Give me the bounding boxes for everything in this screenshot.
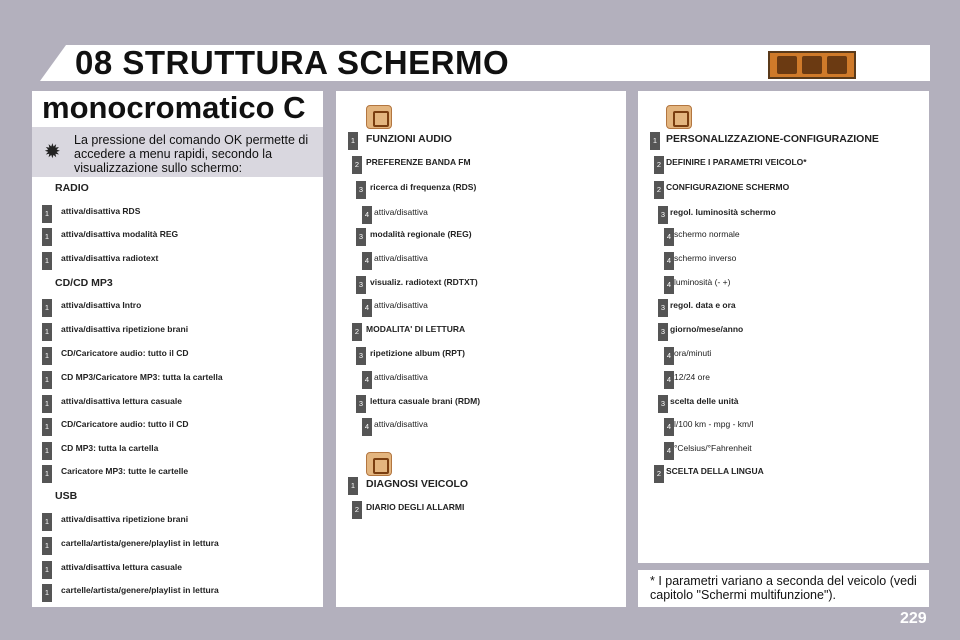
level-badge: 4 xyxy=(664,228,674,246)
diagnostic-wrench-icon xyxy=(366,452,392,476)
menu-item: ripetizione album (RPT) xyxy=(370,348,465,358)
menu-icons-strip xyxy=(768,51,856,79)
menu-item: schermo inverso xyxy=(674,253,737,263)
level-badge: 4 xyxy=(362,418,372,436)
menu-section-label: PERSONALIZZAZIONE-CONFIGURAZIONE xyxy=(666,133,879,145)
menu-item: DIARIO DEGLI ALLARMI xyxy=(366,502,465,512)
menu-item: regol. data e ora xyxy=(670,300,736,310)
level-badge: 4 xyxy=(664,442,674,460)
menu-item: cartella/artista/genere/playlist in lettura xyxy=(61,538,219,548)
level-badge: 1 xyxy=(348,132,358,150)
menu-item: scelta delle unità xyxy=(670,396,739,406)
level-badge: 1 xyxy=(42,465,52,483)
level-badge: 1 xyxy=(42,561,52,579)
audio-settings-icon xyxy=(366,105,392,129)
config-menu-icon xyxy=(827,56,847,74)
menu-item: l/100 km - mpg - km/l xyxy=(674,419,754,429)
menu-item: CD MP3/Caricatore MP3: tutta la cartella xyxy=(61,372,223,382)
menu-item: lettura casuale brani (RDM) xyxy=(370,396,481,406)
page-number: 229 xyxy=(900,610,927,627)
level-badge: 3 xyxy=(658,323,668,341)
menu-item: attiva/disattiva radiotext xyxy=(61,253,159,263)
configuration-icon xyxy=(666,105,692,129)
level-badge: 2 xyxy=(654,156,664,174)
menu-section-label: RADIO xyxy=(55,182,89,194)
level-badge: 1 xyxy=(42,584,52,602)
level-badge: 4 xyxy=(362,299,372,317)
menu-section-label: USB xyxy=(55,490,78,502)
menu-item: SCELTA DELLA LINGUA xyxy=(666,466,764,476)
menu-section-label: DIAGNOSI VEICOLO xyxy=(366,478,469,490)
menu-item: °Celsius/°Fahrenheit xyxy=(674,443,752,453)
menu-item: giorno/mese/anno xyxy=(670,324,744,334)
level-badge: 3 xyxy=(658,206,668,224)
level-badge: 2 xyxy=(654,181,664,199)
menu-item: attiva/disattiva xyxy=(374,207,428,217)
level-badge: 2 xyxy=(654,465,664,483)
menu-item: schermo normale xyxy=(674,229,740,239)
menu-item: CD MP3: tutta la cartella xyxy=(61,443,159,453)
menu-item: attiva/disattiva lettura casuale xyxy=(61,396,182,406)
level-badge: 3 xyxy=(356,276,366,294)
menu-item: attiva/disattiva xyxy=(374,372,428,382)
level-badge: 1 xyxy=(42,299,52,317)
menu-section-label: CD/CD MP3 xyxy=(55,277,113,289)
level-badge: 3 xyxy=(658,395,668,413)
level-badge: 1 xyxy=(348,477,358,495)
level-badge: 4 xyxy=(664,371,674,389)
menu-item: CD/Caricatore audio: tutto il CD xyxy=(61,348,189,358)
menu-item: regol. luminosità schermo xyxy=(670,207,776,217)
menu-item: ora/minuti xyxy=(674,348,712,358)
section-title: monocromatico C xyxy=(42,90,306,125)
menu-item: attiva/disattiva xyxy=(374,300,428,310)
level-badge: 2 xyxy=(352,501,362,519)
menu-item: DEFINIRE I PARAMETRI VEICOLO* xyxy=(666,157,807,167)
menu-item: attiva/disattiva xyxy=(374,253,428,263)
menu-item: attiva/disattiva RDS xyxy=(61,206,141,216)
info-text: La pressione del comando OK permette di accedere a menu rapidi, secondo la visualizzazione sullo schermo: xyxy=(74,133,309,175)
footnote: * I parametri variano a seconda del veicolo (vedi capitolo "Schermi multifunzione"). xyxy=(650,574,917,602)
level-badge: 4 xyxy=(362,206,372,224)
level-badge: 1 xyxy=(42,371,52,389)
menu-item: attiva/disattiva modalità REG xyxy=(61,229,179,239)
level-badge: 1 xyxy=(42,205,52,223)
audio-menu-icon xyxy=(777,56,797,74)
level-badge: 4 xyxy=(664,252,674,270)
level-badge: 1 xyxy=(42,513,52,531)
level-badge: 1 xyxy=(42,347,52,365)
level-badge: 2 xyxy=(352,156,362,174)
level-badge: 2 xyxy=(352,323,362,341)
level-badge: 3 xyxy=(356,228,366,246)
level-badge: 4 xyxy=(664,276,674,294)
level-badge: 4 xyxy=(664,347,674,365)
menu-item: attiva/disattiva ripetizione brani xyxy=(61,324,189,334)
level-badge: 1 xyxy=(42,228,52,246)
level-badge: 4 xyxy=(664,418,674,436)
menu-item: ricerca di frequenza (RDS) xyxy=(370,182,477,192)
sun-icon: ✹ xyxy=(44,141,61,163)
menu-item: attiva/disattiva lettura casuale xyxy=(61,562,182,572)
menu-item: modalità regionale (REG) xyxy=(370,229,472,239)
level-badge: 1 xyxy=(42,323,52,341)
wrench-menu-icon xyxy=(802,56,822,74)
level-badge: 3 xyxy=(658,299,668,317)
level-badge: 1 xyxy=(42,442,52,460)
menu-item: PREFERENZE BANDA FM xyxy=(366,157,471,167)
level-badge: 1 xyxy=(42,395,52,413)
menu-item: 12/24 ore xyxy=(674,372,710,382)
menu-item: visualiz. radiotext (RDTXT) xyxy=(370,277,478,287)
level-badge: 3 xyxy=(356,181,366,199)
menu-item: luminosità (- +) xyxy=(674,277,731,287)
level-badge: 4 xyxy=(362,371,372,389)
level-badge: 3 xyxy=(356,347,366,365)
level-badge: 4 xyxy=(362,252,372,270)
page-title: 08 STRUTTURA SCHERMO xyxy=(75,44,510,81)
level-badge: 1 xyxy=(42,252,52,270)
menu-item: CONFIGURAZIONE SCHERMO xyxy=(666,182,790,192)
level-badge: 3 xyxy=(356,395,366,413)
level-badge: 1 xyxy=(42,418,52,436)
menu-item: attiva/disattiva ripetizione brani xyxy=(61,514,189,524)
menu-section-label: FUNZIONI AUDIO xyxy=(366,133,452,145)
level-badge: 1 xyxy=(650,132,660,150)
level-badge: 1 xyxy=(42,537,52,555)
menu-item: MODALITA' DI LETTURA xyxy=(366,324,466,334)
menu-item: Caricatore MP3: tutte le cartelle xyxy=(61,466,189,476)
menu-item: cartelle/artista/genere/playlist in lettura xyxy=(61,585,219,595)
menu-item: attiva/disattiva xyxy=(374,419,428,429)
menu-item: CD/Caricatore audio: tutto il CD xyxy=(61,419,189,429)
menu-item: attiva/disattiva Intro xyxy=(61,300,142,310)
